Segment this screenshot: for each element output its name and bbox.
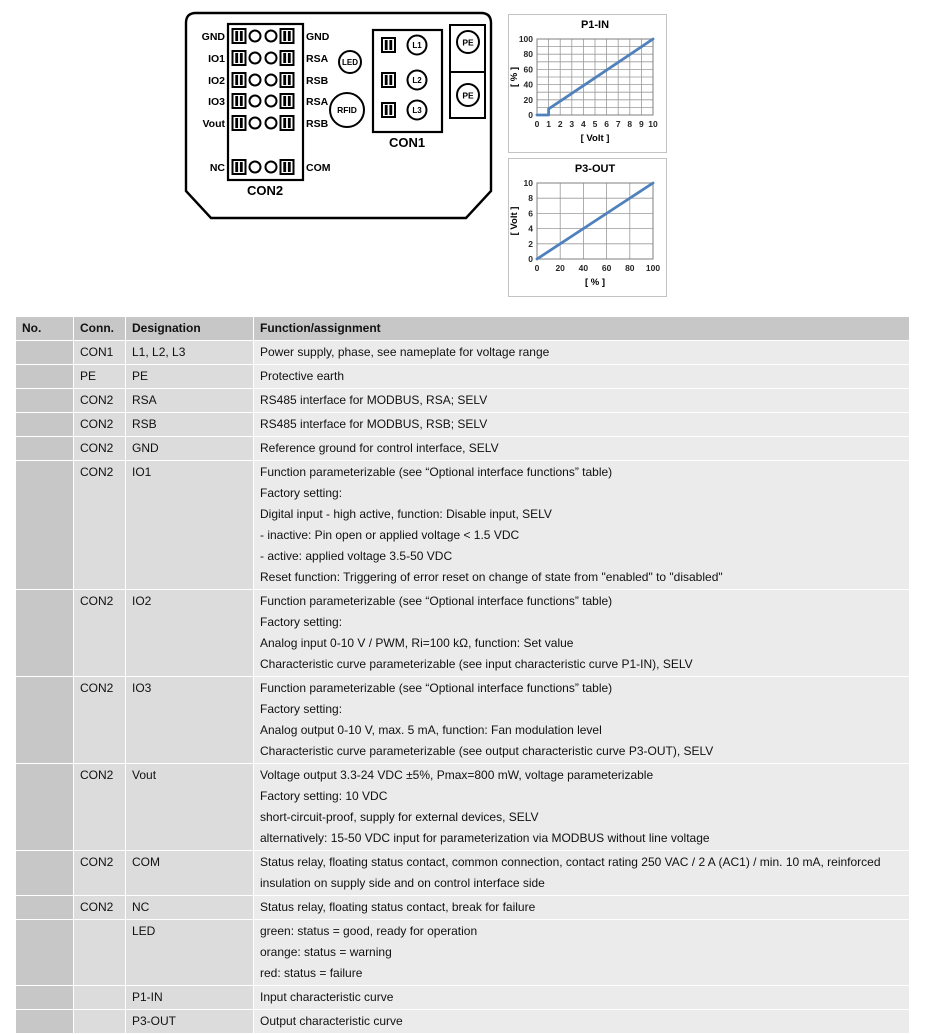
socket-hole-icon (250, 118, 261, 129)
function-line: Factory setting: 10 VDC (260, 789, 388, 803)
cell-designation: RSA (126, 389, 254, 413)
cell-designation: P3-OUT (126, 1010, 254, 1034)
x-tick-label: 100 (645, 263, 661, 273)
x-tick-label: 1 (546, 119, 551, 129)
x-tick-label: 9 (639, 119, 644, 129)
pe-label-1: PE (462, 37, 474, 48)
terminal-pin-icon (233, 51, 246, 65)
cell-no (16, 590, 74, 677)
function-line: Analog output 0-10 V, max. 5 mA, function: Fan modulation level (260, 723, 602, 737)
socket-hole-icon (266, 96, 277, 107)
cell-no (16, 764, 74, 851)
socket-hole-icon (266, 31, 277, 42)
function-line: Function parameterizable (see “Optional interface functions” table) (260, 465, 613, 479)
function-line: Status relay, floating status contact, break for failure (260, 900, 536, 914)
cell-conn: CON2 (74, 590, 126, 677)
terminal-pin-icon (281, 94, 294, 108)
cell-designation: LED (126, 920, 254, 986)
con1-rows (382, 36, 427, 120)
x-tick-label: 2 (557, 119, 563, 129)
function-line: Power supply, phase, see nameplate for voltage range (260, 345, 550, 359)
cell-function (254, 764, 910, 851)
x-tick-label: 0 (534, 119, 540, 129)
terminal-pin-icon (233, 116, 246, 130)
table-row (16, 851, 910, 896)
y-axis-label: [ Volt ] (509, 206, 520, 236)
socket-hole-icon (266, 162, 277, 173)
function-line: short-circuit-proof, supply for external devices, SELV (260, 810, 539, 824)
function-line: Characteristic curve parameterizable (see output characteristic curve P3-OUT), SELV (260, 744, 714, 758)
function-line: Function parameterizable (see “Optional interface functions” table) (260, 681, 613, 695)
y-tick-label: 100 (518, 34, 533, 44)
x-tick-label: 40 (578, 263, 589, 273)
cell-conn: PE (74, 365, 126, 389)
cell-no (16, 1010, 74, 1034)
connector-diagram (184, 11, 494, 223)
function-line: RS485 interface for MODBUS, RSA; SELV (260, 393, 488, 407)
function-line: Input characteristic curve (260, 990, 394, 1004)
con2-left-pin-label: IO1 (208, 53, 225, 65)
cell-conn: CON2 (74, 764, 126, 851)
cell-function (254, 896, 910, 920)
function-line: alternatively: 15-50 VDC input for parameterization via MODBUS without line voltage (260, 831, 710, 845)
pe-label-2: PE (462, 90, 474, 101)
socket-hole-icon (250, 31, 261, 42)
chart-title: P1-IN (580, 19, 610, 31)
cell-no (16, 413, 74, 437)
cell-conn: CON2 (74, 896, 126, 920)
pin-function-table (15, 316, 910, 1034)
header-designation: Designation (126, 317, 254, 341)
x-tick-label: 6 (604, 119, 609, 129)
y-tick-label: 4 (528, 223, 533, 234)
table-row (16, 986, 910, 1010)
terminal-pin-icon (233, 29, 246, 43)
header-function: Function/assignment (254, 317, 910, 341)
terminal-pin-icon (233, 73, 246, 87)
led-label: LED (342, 58, 358, 67)
function-line: Factory setting: (260, 486, 343, 500)
cell-designation: IO2 (126, 590, 254, 677)
y-tick-label: 80 (523, 49, 533, 60)
terminal-pin-icon (382, 73, 395, 87)
table-row (16, 677, 910, 764)
function-line: red: status = failure (260, 966, 363, 980)
cell-no (16, 437, 74, 461)
table-row (16, 413, 910, 437)
header-conn: Conn. (74, 317, 126, 341)
cell-function (254, 413, 910, 437)
cell-function (254, 389, 910, 413)
cell-function (254, 920, 910, 986)
y-tick-label: 6 (528, 208, 533, 219)
function-line: - inactive: Pin open or applied voltage < 1.5 VDC (260, 528, 520, 542)
y-tick-label: 0 (528, 110, 533, 120)
function-line: Protective earth (260, 369, 345, 383)
cell-no (16, 389, 74, 413)
x-tick-label: 7 (615, 119, 621, 129)
function-line: Factory setting: (260, 702, 343, 716)
terminal-pin-icon (233, 160, 246, 174)
function-line: orange: status = warning (260, 945, 392, 959)
cell-conn: CON2 (74, 437, 126, 461)
con2-right-pin-label: RSA (306, 53, 329, 65)
cell-no (16, 920, 74, 986)
function-line: Reference ground for control interface, SELV (260, 441, 499, 455)
terminal-pin-icon (281, 160, 294, 174)
table-row (16, 437, 910, 461)
con1-label: CON1 (388, 135, 426, 150)
chart-p3-out-svg (509, 159, 666, 296)
cell-designation: NC (126, 896, 254, 920)
y-tick-label: 10 (523, 178, 533, 188)
chart-p1-in-svg (509, 15, 666, 152)
cell-function (254, 341, 910, 365)
cell-designation: RSB (126, 413, 254, 437)
table-row (16, 341, 910, 365)
cell-no (16, 341, 74, 365)
function-line: Reset function: Triggering of error reset on change of state from "enabled" to "disabled" (260, 570, 723, 584)
y-tick-label: 0 (528, 254, 533, 264)
function-line: - active: applied voltage 3.5-50 VDC (260, 549, 453, 563)
x-tick-label: 10 (648, 119, 658, 129)
function-line: Voltage output 3.3-24 VDC ±5%, Pmax=800 mW, voltage parameterizable (260, 768, 654, 782)
table-row (16, 1010, 910, 1034)
cell-function (254, 677, 910, 764)
y-tick-label: 20 (523, 94, 533, 105)
terminal-pin-icon (382, 38, 395, 52)
con2-left-pin-label: IO3 (208, 96, 225, 108)
cell-no (16, 461, 74, 590)
terminal-pin-icon (281, 73, 294, 87)
socket-hole-icon (266, 118, 277, 129)
cell-designation: GND (126, 437, 254, 461)
chart-line-series (537, 183, 653, 259)
cell-function (254, 851, 910, 896)
function-line: Analog input 0-10 V / PWM, Ri=100 kΩ, function: Set value (260, 636, 574, 650)
table-row (16, 896, 910, 920)
x-tick-label: 4 (581, 119, 586, 129)
cell-no (16, 677, 74, 764)
function-line: green: status = good, ready for operation (260, 924, 478, 938)
con2-left-pin-label: Vout (202, 118, 225, 130)
con2-left-pin-label: NC (209, 162, 225, 174)
x-axis-label: [ % ] (584, 277, 606, 288)
header-no: No. (16, 317, 74, 341)
socket-hole-icon (250, 75, 261, 86)
table-row (16, 389, 910, 413)
terminal-pin-icon (281, 116, 294, 130)
cell-conn (74, 986, 126, 1010)
table-row (16, 920, 910, 986)
cell-function (254, 461, 910, 590)
terminal-pin-icon (281, 29, 294, 43)
cell-designation: Vout (126, 764, 254, 851)
y-axis-label: [ % ] (509, 66, 520, 88)
cell-designation: COM (126, 851, 254, 896)
x-axis-label: [ Volt ] (580, 133, 610, 144)
function-line: Status relay, floating status contact, common connection, contact rating 250 VAC / 2 A (AC1) / min. 10 mA, reinforced insulation on supply side and on control interface side (260, 855, 881, 890)
con2-left-pin-label: IO2 (208, 75, 225, 87)
cell-no (16, 896, 74, 920)
function-line: Digital input - high active, function: Disable input, SELV (260, 507, 552, 521)
con2-right-pin-label: RSB (306, 75, 329, 87)
cell-function (254, 590, 910, 677)
cell-function (254, 986, 910, 1010)
con2-rows (202, 29, 331, 174)
cell-conn: CON2 (74, 413, 126, 437)
x-tick-label: 0 (534, 263, 540, 273)
y-tick-label: 2 (528, 238, 533, 249)
function-line: Output characteristic curve (260, 1014, 403, 1028)
con2-label: CON2 (246, 183, 284, 198)
cell-no (16, 851, 74, 896)
cell-conn: CON2 (74, 389, 126, 413)
cell-designation: PE (126, 365, 254, 389)
con2-left-pin-label: GND (201, 31, 225, 43)
socket-hole-icon (250, 162, 261, 173)
x-tick-label: 20 (555, 263, 565, 273)
con2-right-pin-label: RSB (306, 118, 329, 130)
pin-table-body (16, 341, 910, 1034)
terminal-pin-icon (382, 103, 395, 117)
terminal-pin-icon (281, 51, 294, 65)
chart-title: P3-OUT (574, 163, 616, 175)
con1-pin-label: L2 (412, 76, 422, 85)
y-tick-label: 40 (523, 79, 533, 90)
function-line: Characteristic curve parameterizable (see input characteristic curve P1-IN), SELV (260, 657, 693, 671)
socket-hole-icon (266, 53, 277, 64)
table-row (16, 590, 910, 677)
cell-function (254, 1010, 910, 1034)
cell-conn: CON2 (74, 851, 126, 896)
cell-designation: IO3 (126, 677, 254, 764)
socket-hole-icon (250, 53, 261, 64)
cell-conn (74, 920, 126, 986)
table-row (16, 365, 910, 389)
cell-conn: CON2 (74, 677, 126, 764)
x-tick-label: 80 (625, 263, 635, 273)
x-tick-label: 3 (569, 119, 575, 129)
terminal-pin-icon (233, 94, 246, 108)
function-line: Function parameterizable (see “Optional interface functions” table) (260, 594, 613, 608)
con2-right-pin-label: COM (306, 162, 331, 174)
y-tick-label: 8 (528, 193, 533, 204)
con2-right-pin-label: RSA (306, 96, 329, 108)
socket-hole-icon (266, 75, 277, 86)
cell-function (254, 437, 910, 461)
function-line: Factory setting: (260, 615, 343, 629)
x-tick-label: 5 (592, 119, 598, 129)
table-row (16, 764, 910, 851)
chart-p1-in (508, 14, 667, 153)
cell-no (16, 986, 74, 1010)
function-line: RS485 interface for MODBUS, RSB; SELV (260, 417, 488, 431)
con2-right-pin-label: GND (306, 31, 330, 43)
cell-designation: P1-IN (126, 986, 254, 1010)
y-tick-label: 60 (523, 64, 533, 75)
table-row (16, 461, 910, 590)
cell-conn: CON2 (74, 461, 126, 590)
cell-conn: CON1 (74, 341, 126, 365)
x-tick-label: 60 (601, 263, 612, 273)
cell-conn (74, 1010, 126, 1034)
chart-p3-out (508, 158, 667, 297)
pe-terminal-box-1 (450, 25, 485, 72)
cell-function (254, 365, 910, 389)
cell-designation: IO1 (126, 461, 254, 590)
con1-pin-label: L3 (412, 106, 422, 115)
con1-pin-label: L1 (412, 41, 422, 50)
x-tick-label: 8 (627, 119, 633, 129)
table-header-row (16, 317, 910, 341)
socket-hole-icon (250, 96, 261, 107)
rfid-label: RFID (337, 105, 357, 115)
cell-no (16, 365, 74, 389)
cell-designation: L1, L2, L3 (126, 341, 254, 365)
